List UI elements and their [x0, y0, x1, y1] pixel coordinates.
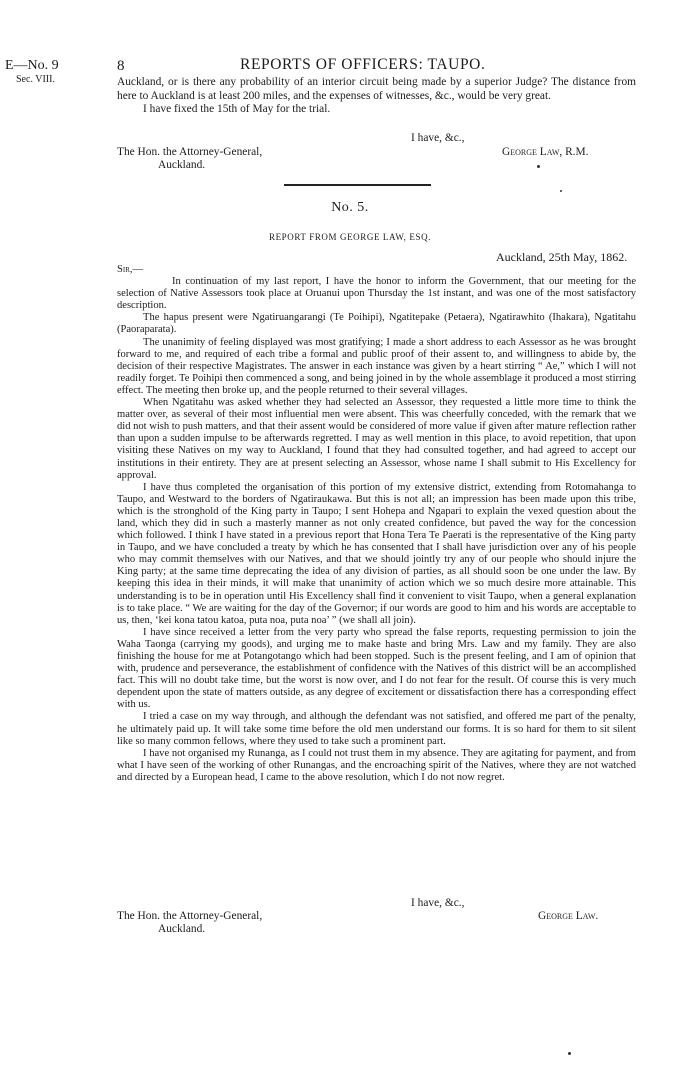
report-body	[117, 264, 636, 784]
letter-one-paragraph: Auckland, or is there any probability of an interior circuit being made by a superior Judge? The distance from here to Auckland is at least 200 miles, and the expenses of witnesses, &c., would be very great.	[117, 76, 636, 102]
paragraph: In continuation of my last report, I have the honor to inform the Government, that our meeting for the selection of Native Assessors took place at Oruanui upon Thursday the 1st instant, and was one of the most satisfactory description.	[117, 276, 636, 312]
section-identifier	[5, 58, 59, 86]
report-dateline: Auckland, 25th May, 1862.	[496, 250, 628, 264]
section-divider	[284, 184, 431, 186]
letter-one-closing: I have, &c.,	[411, 132, 465, 144]
ink-mark	[537, 165, 540, 168]
paragraph: When Ngatitahu was asked whether they had selected an Assessor, they requested a little more time to think the matter over, as several of their most influential men were absent. This was cheerfully conceded, with the remark that we did not wish to push matters, and that their assent would be considered of more value if given after mature reflection rather than upon a sudden impulse to be afterwards regretted. I may as well mention in this place, to avoid repetition, that upon visiting these Natives on my way to Auckland, I found that they had consulted together, and had agreed to accept our institutions in their entirety. They are at present selecting an Assessor, whose name I shall submit to His Excellency for approval.	[117, 397, 636, 481]
section-subtitle: Sec. VIII.	[16, 74, 55, 85]
page-number: 8	[117, 58, 125, 74]
section-number: E—No. 9	[5, 58, 59, 73]
ink-mark	[568, 1052, 571, 1055]
salutation: Sir,—	[117, 264, 144, 275]
paragraph: I tried a case on my way through, and although the defendant was not satisfied, and offered me part of the penalty, he ultimately paid up. It will take some time before the old men understand our forms. It is so hard for them to sit silent like so many common fellows, where they used to take such a prominent part.	[117, 711, 636, 747]
letter-one-signature: George Law, R.M.	[502, 146, 589, 158]
paragraph: The unanimity of feeling displayed was most gratifying; I made a short address to each Assessor as he was brought forward to me, and required of each tribe a formal and public proof of their assent to, and willingness to abide by, the decision of their respective Magistrates. The answer in each instance was given by a heart stirring “ Ae,” which I will not readily forget. Te Poihipi then commenced a song, and being joined in by the whole assemblage it produced a most stirring effect. The meeting then broke up, and the people returned to their several villages.	[117, 336, 636, 396]
letter-one-addressee-place: Auckland.	[158, 159, 206, 171]
paragraph: The hapus present were Ngatiruangarangi (Te Poihipi), Ngatitepake (Petaera), Ngatirawhito (Ihakara), Ngatitahu (Paoraparata).	[117, 312, 636, 336]
paragraph: I have since received a letter from the very party who spread the false reports, requesting permission to join the Waha Taonga (carrying my goods), and urging me to make haste and bring Mrs. Law and my family. They are also finishing the house for me at Potangotango which had been stopped. Such is the present feeling, and I am of opinion that with, prudence and perseverance, the establishment of confidence with the Natives of this district will be an accomplished fact. This will no doubt take time, but the worst is now over, and I do not fear for the result. Of course this is very much dependent upon the state of matters outside, as any degree of excitement or dissatisfaction there has a corresponding effect with us.	[117, 626, 636, 711]
letter-one-trial-line: I have fixed the 15th of May for the trial.	[143, 103, 331, 116]
paragraph: I have thus completed the organisation of this portion of my extensive district, extending from Rotomahanga to Taupo, and Westward to the borders of Ngatiraukawa. But this is not all; an impression has been made upon this tribe, which is the stronghold of the King party in Taupo; I sent Hohepa and Ngapari to explain the vexed question about the land, which they did in such a masterly manner as not only created confidence, but paved the way for the concession which followed. I think I have stated in a previous report that Hona Tera Te Paerati is the representative of the King party in Taupo, and we have concluded a treaty by which he has consented that I shall have jurisdiction over any of his people who may commit themselves with our Natives, and that we should jointly try any of our people who should injure the King party; at the same time deprecating the idea of any division of parties, as all should soon be one under the law. By keeping this idea in their minds, it will make that unanimity of action which we so much desire more attainable. This understanding is to be in operation until His Excellency shall find it convenient to visit Taupo, when a general explanation is to take place. “ We are waiting for the day of the Governor; if our words are good to him and his words are acceptable to us, then, ‘kei kona tatou katoa, puta noa, puta noa’ ” (we shall all join).	[117, 481, 636, 626]
report-addressee: The Hon. the Attorney-General,	[117, 910, 263, 922]
report-closing: I have, &c.,	[411, 897, 465, 909]
report-signature: George Law.	[538, 910, 599, 922]
running-title: REPORTS OF OFFICERS: TAUPO.	[240, 56, 486, 73]
ink-mark	[560, 190, 562, 192]
letter-one	[117, 76, 636, 117]
paragraph: I have not organised my Runanga, as I could not trust them in my absence. They are agitating for payment, and from what I have seen of the working of other Runangas, and the encroaching spirit of the Natives, where they are not watched and directed by a European head, I came to the above resolution, which I do not now regret.	[117, 747, 636, 783]
report-number: No. 5.	[331, 200, 369, 215]
letter-one-addressee: The Hon. the Attorney-General,	[117, 146, 263, 158]
report-addressee-place: Auckland.	[158, 923, 206, 935]
report-title: REPORT FROM GEORGE LAW, ESQ.	[268, 232, 432, 242]
